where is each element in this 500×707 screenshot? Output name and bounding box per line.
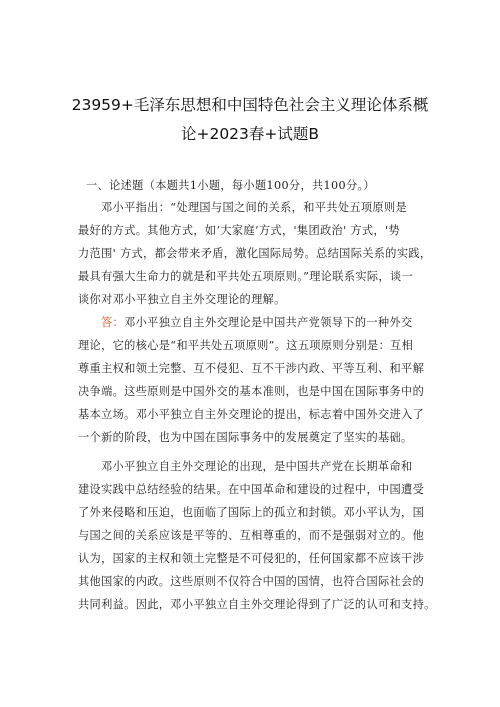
paragraph-line: 与国之间的关系应该是平等的、互相尊重的，而不是强弱对立的。他	[78, 529, 425, 542]
answer-line: 一个新的阶段，也为中国在国际事务中的发展奠定了坚实的基础。	[78, 431, 413, 444]
paragraph-line: 建设实践中总结经验的结果。在中国革命和建设的过程中，中国遭受	[78, 483, 425, 496]
answer-first-line-text: 邓小平独立自主外交理论是中国共产党领导下的一种外交	[124, 316, 413, 329]
paragraph-line: 共同利益。因此，邓小平独立自主外交理论得到了广泛的认可和支持。	[78, 598, 436, 611]
question-line: 谈你对邓小平独立自主外交理论的理解。	[78, 293, 286, 306]
answer-first-line	[101, 313, 413, 332]
document-title-line-1: 23959+毛泽东思想和中国特色社会主义理论体系概	[71, 96, 429, 114]
answer-line: 决争端。这些原则是中国外交的基本准则，也是中国在国际事务中的	[78, 385, 425, 398]
question-line: 力范围' 方式，都会带来矛盾，激化国际局势。总结国际关系的实践，	[78, 247, 432, 260]
section-heading: 一、论述题（本题共1小题，每小题100分，共100分。）	[86, 179, 375, 192]
question-line: 最好的方式。其他方式，如‘大家庭’方式，'集团政治' 方式，'势	[78, 224, 400, 237]
answer-label: 答：	[101, 316, 125, 329]
document-title-line-2: 论+2023春+试题B	[180, 125, 320, 143]
paragraph-line: 其他国家的内政。这些原则不仅符合中国的国情，也符合国际社会的	[78, 575, 425, 588]
document-body	[78, 0, 442, 707]
paragraph-line: 认为，国家的主权和领土完整是不可侵犯的，任何国家都不应该干涉	[78, 552, 425, 565]
answer-line: 尊重主权和领土完整、互不侵犯、互不干涉内政、平等互利、和平解	[78, 362, 425, 375]
paragraph-line: 了外来侵略和压迫，也面临了国际上的孤立和封锁。邓小平认为，国	[78, 506, 425, 519]
question-line: 最具有强大生命力的就是和平共处五项原则。”理论联系实际，谈一	[78, 270, 414, 283]
question-line: 邓小平指出：“处理国与国之间的关系，和平共处五项原则是	[101, 201, 408, 214]
paragraph-line: 邓小平独立自主外交理论的出现，是中国共产党在长期革命和	[101, 460, 413, 473]
answer-line: 基本立场。邓小平独立自主外交理论的提出，标志着中国外交进入了	[78, 408, 425, 421]
answer-line: 理论，它的核心是“和平共处五项原则”。这五项原则分别是：互相	[78, 339, 414, 352]
